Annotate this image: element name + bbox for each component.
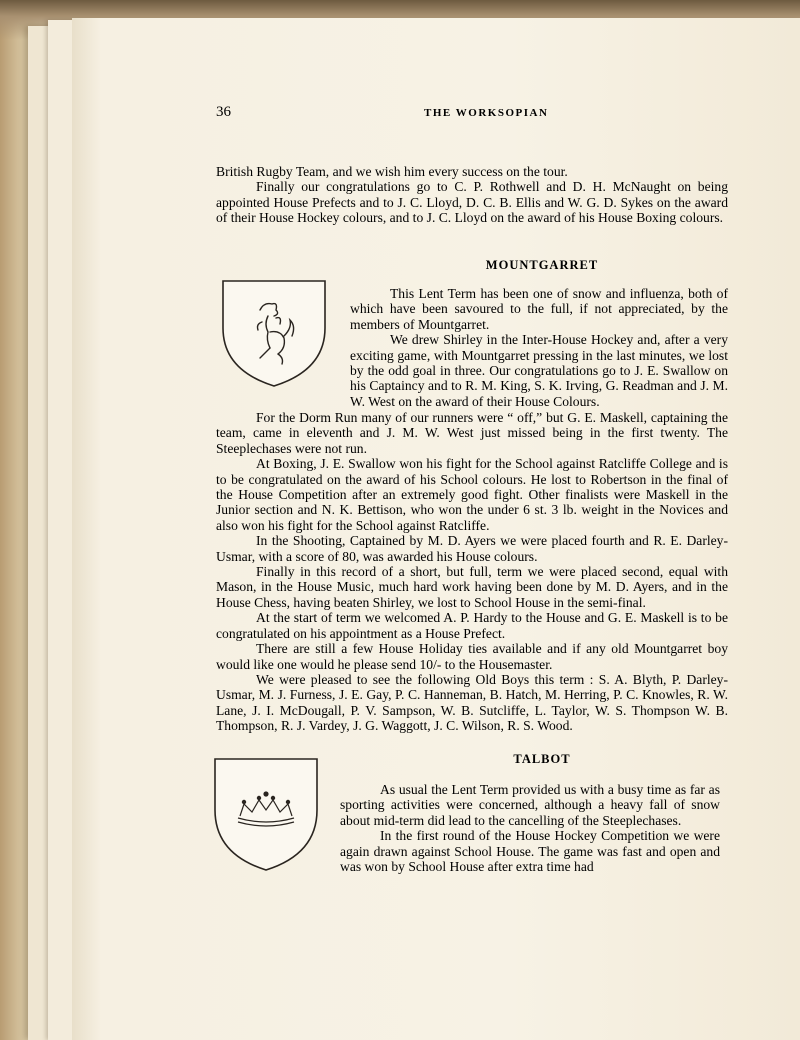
- mountgarret-wrapped-text: [350, 286, 728, 409]
- talbot-title: TALBOT: [513, 752, 571, 766]
- coronet-shield-icon: [212, 756, 320, 874]
- page-number: 36: [216, 104, 231, 120]
- mountgarret-paragraph-3: For the Dorm Run many of our runners were “ off,” but G. E. Maskell, captaining the team, came in eleventh and J. M. W. West just missed being in the first twenty. The Steeplechases were not run.: [216, 410, 728, 456]
- mountgarret-body: [216, 410, 728, 734]
- mountgarret-paragraph-4: At Boxing, J. E. Swallow won his fight for the School against Ratcliffe College and is to be congratulated on the award of his School colours. He lost to Robertson in the final of the House Competition after an extremely good fight. Other finalists were Maskell in the Junior section and N. K. Bettison, who won the under 6 st. 3 lb. weight in the Novices and also won his fight for the School against Ratcliffe.: [216, 456, 728, 533]
- page-header: [216, 104, 728, 124]
- intro-section: [216, 164, 728, 226]
- mountgarret-paragraph-1: This Lent Term has been one of snow and influenza, both of which have been savoured to the full, if not appreciated, by the members of Mountgarret.: [350, 286, 728, 332]
- running-title: THE WORKSOPIAN: [424, 107, 549, 119]
- mountgarret-paragraph-7: At the start of term we welcomed A. P. Hardy to the House and G. E. Maskell is to be congratulated on his appointment as a House Prefect.: [216, 610, 728, 641]
- intro-paragraph-1: British Rugby Team, and we wish him every success on the tour.: [216, 164, 568, 179]
- talbot-paragraph-1: As usual the Lent Term provided us with a busy time as far as sporting activities were concerned, although a heavy fall of snow about mid-term did lead to the cancelling of the Steeplechases.: [340, 782, 720, 828]
- talbot-body: [340, 782, 720, 874]
- mountgarret-paragraph-2: We drew Shirley in the Inter-House Hockey and, after a very exciting game, with Mountgarret pressing in the last minutes, we lost by the odd goal in three. Our congratulations go to J. E. Swallow on his Captaincy and to R. M. King, S. K. Irving, G. Readman and J. M. W. West on the award of their House Colours.: [350, 332, 728, 409]
- mountgarret-title: MOUNTGARRET: [485, 258, 599, 272]
- mountgarret-paragraph-5: In the Shooting, Captained by M. D. Ayers we were placed fourth and R. E. Darley-Usmar, with a score of 80, was awarded his House colours.: [216, 533, 728, 564]
- mountgarret-paragraph-9: We were pleased to see the following Old Boys this term : S. A. Blyth, P. Darley-Usmar, M. J. Furness, J. E. Gay, P. C. Hanneman, B. Hatch, M. Herring, P. C. Knowles, R. W. Lane, J. I. McDougall, P. V. Sampson, W. B. Sutcliffe, L. Taylor, W. S. Thompson W. B. Thompson, R. J. Vardey, J. G. Waggott, J. C. Wilson, R. S. Wood.: [216, 671, 728, 734]
- lion-rampant-shield-icon: [220, 278, 328, 390]
- talbot-paragraph-2: In the first round of the House Hockey Competition we were again drawn against School House. The game was fast and open and was won by School House after extra time had: [340, 828, 720, 875]
- mountgarret-paragraph-8: There are still a few House Holiday ties available and if any old Mountgarret boy would like one would he please send 10/- to the Housemaster.: [216, 641, 728, 672]
- mountgarret-heading-block: [216, 258, 728, 273]
- intro-paragraph-2: Finally our congratulations go to C. P. Rothwell and D. H. McNaught on being appointed House Prefects and to J. C. Lloyd, D. C. B. Ellis and W. G. D. Sykes on the award of their House Hockey colours, and to J. C. Lloyd on the award of his House Boxing colours.: [216, 179, 728, 226]
- mountgarret-paragraph-6: Finally in this record of a short, but full, term we were placed second, equal with Mason, in the House Music, much hard work having been done by M. D. Ayers, and in the House Chess, having beaten Shirley, we lost to School House in the semi-final.: [216, 564, 728, 610]
